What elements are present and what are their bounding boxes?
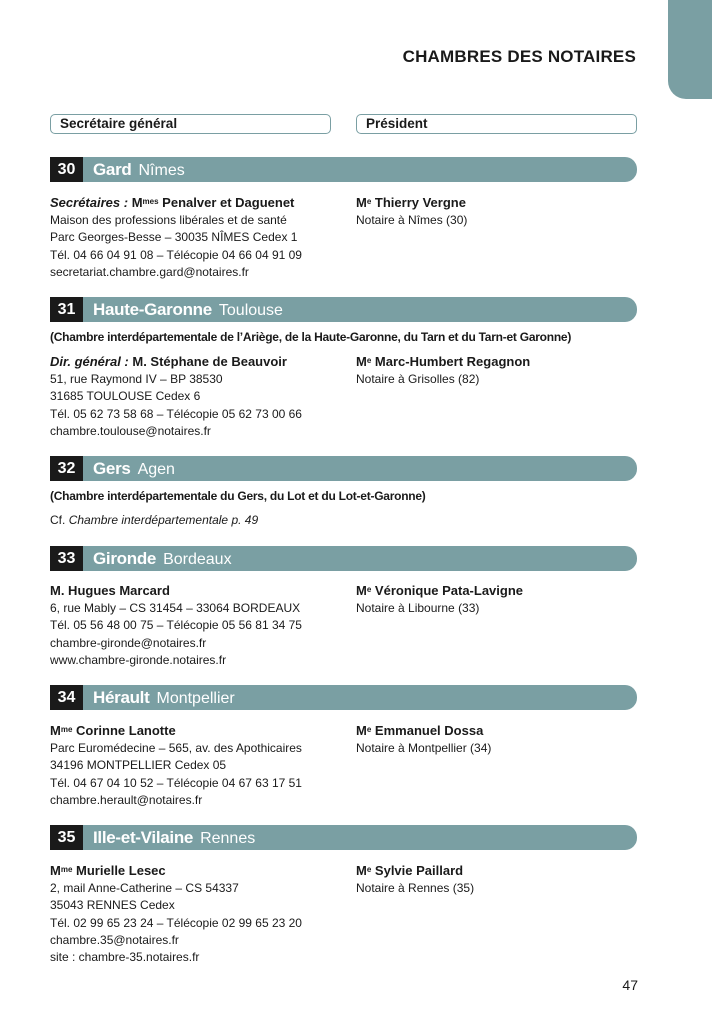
chamber-band-35 [50,825,637,850]
page-title: CHAMBRES DES NOTAIRES [402,47,636,66]
section-corner-tab [668,0,712,99]
website-text: site : chambre-35.notaires.fr [50,950,200,965]
chamber-number: 34 [50,685,83,710]
secretary-name: Secrétaires : $M^{mes}$ Penalver et Daguenet [50,195,295,210]
president-block: Me Sylvie Paillard Notaire à Rennes (35) [356,863,475,895]
secretary-name: $M^{me}$ Murielle Lesec [50,863,166,878]
secretary-block: $M^{me}$ Corinne Lanotte Parc Euromédecine – 565, av. des Apothicaires 34196 MONTPELLIER Cedex 05 Tél. 04 67 04 10 52 – Télécopie 04 67 63 17 51 chambre.herault@notaires.fr [50,722,302,809]
president-name: Me Marc-Humbert Regagnon [356,354,531,369]
president-block: Me Véronique Pata-Lavigne Notaire à Libourne (33) [356,583,524,615]
chamber-department: Gironde Bordeaux [93,549,232,568]
secretary-block: Dir. général : M. Stéphane de Beauvoir 51, rue Raymond IV – BP 38530 31685 TOULOUSE Cedex 6 Tél. 05 62 73 58 68 – Télécopie 05 62 73 00 66 chambre.toulouse@notaires.fr [50,353,302,440]
chamber-band-30 [50,157,637,182]
chamber-city: Montpellier [156,690,235,707]
president-name: Me Emmanuel Dossa [356,723,484,738]
chamber-band-34 [50,685,637,710]
chamber-note: (Chambre interdépartementale de l’Ariège, de la Haute-Garonne, du Tarn et du Tarn-et Garonne) [50,330,572,344]
chamber-number: 30 [50,157,83,182]
secretary-name: $M^{me}$ Corinne Lanotte [50,723,176,738]
chamber-city: Agen [137,461,175,478]
chamber-city: Toulouse [218,302,283,319]
chamber-department: Gard Nîmes [93,160,185,179]
page-number: 47 [622,977,638,993]
secretary-block: $M^{me}$ Murielle Lesec 2, mail Anne-Catherine – CS 54337 35043 RENNES Cedex Tél. 02 99 65 23 24 – Télécopie 02 99 65 23 20 chambre.35@notaires.fr site : chambre-35.notaires.fr [50,862,302,966]
chamber-note: (Chambre interdépartementale du Gers, du Lot et du Lot-et-Garonne) [50,489,426,503]
header-secretaire: Secrétaire général [50,114,331,134]
chamber-number: 35 [50,825,83,850]
president-name: Me Thierry Vergne [356,195,466,210]
chamber-department: Hérault Montpellier [93,688,235,707]
chamber-department: Ille-et-Vilaine Rennes [93,828,256,847]
chamber-city: Bordeaux [163,551,232,568]
secretary-block: M. Hugues Marcard 6, rue Mably – CS 31454 – 33064 BORDEAUX Tél. 05 56 48 00 75 – Télécopie 05 56 81 34 75 chambre-gironde@notaires.fr www.chambre-gironde.notaires.fr [50,582,302,669]
chamber-number: 31 [50,297,83,322]
chamber-city: Rennes [200,830,256,847]
chamber-number: 33 [50,546,83,571]
chamber-department: Haute-Garonne Toulouse [93,300,283,319]
president-block: Me Emmanuel Dossa Notaire à Montpellier (34) [356,723,492,755]
president-name: Me Sylvie Paillard [356,863,464,878]
secretary-name: M. Hugues Marcard [50,583,170,598]
email-text: chambre-gironde@notaires.fr [50,635,207,650]
email-text: secretariat.chambre.gard@notaires.fr [50,264,249,279]
president-name: Me Véronique Pata-Lavigne [356,583,524,598]
chamber-band-33 [50,546,637,571]
email-text: chambre.herault@notaires.fr [50,792,203,807]
chamber-band-32 [50,456,637,481]
secretary-block: Secrétaires : $M^{mes}$ Penalver et Daguenet Maison des professions libérales et de santé Parc Georges-Besse – 30035 NÎMES Cedex 1 Tél. 04 66 04 91 08 – Télécopie 04 66 04 91 09 secretariat.chambre.gard@notaires.fr [50,194,302,281]
chamber-band-31 [50,297,637,322]
secretary-name: Dir. général : M. Stéphane de Beauvoir [50,354,287,369]
president-block: Me Marc-Humbert Regagnon Notaire à Grisolles (82) [356,354,531,386]
president-block: Me Thierry Vergne Notaire à Nîmes (30) [356,195,468,227]
chamber-department: Gers Agen [93,459,175,478]
cross-reference: Cf. Chambre interdépartementale p. 49 [50,513,259,527]
chamber-number: 32 [50,456,83,481]
email-text: chambre.35@notaires.fr [50,932,179,947]
website-text: www.chambre-gironde.notaires.fr [50,652,227,667]
email-text: chambre.toulouse@notaires.fr [50,423,211,438]
header-president: Président [356,114,637,134]
chamber-city: Nîmes [138,162,185,179]
